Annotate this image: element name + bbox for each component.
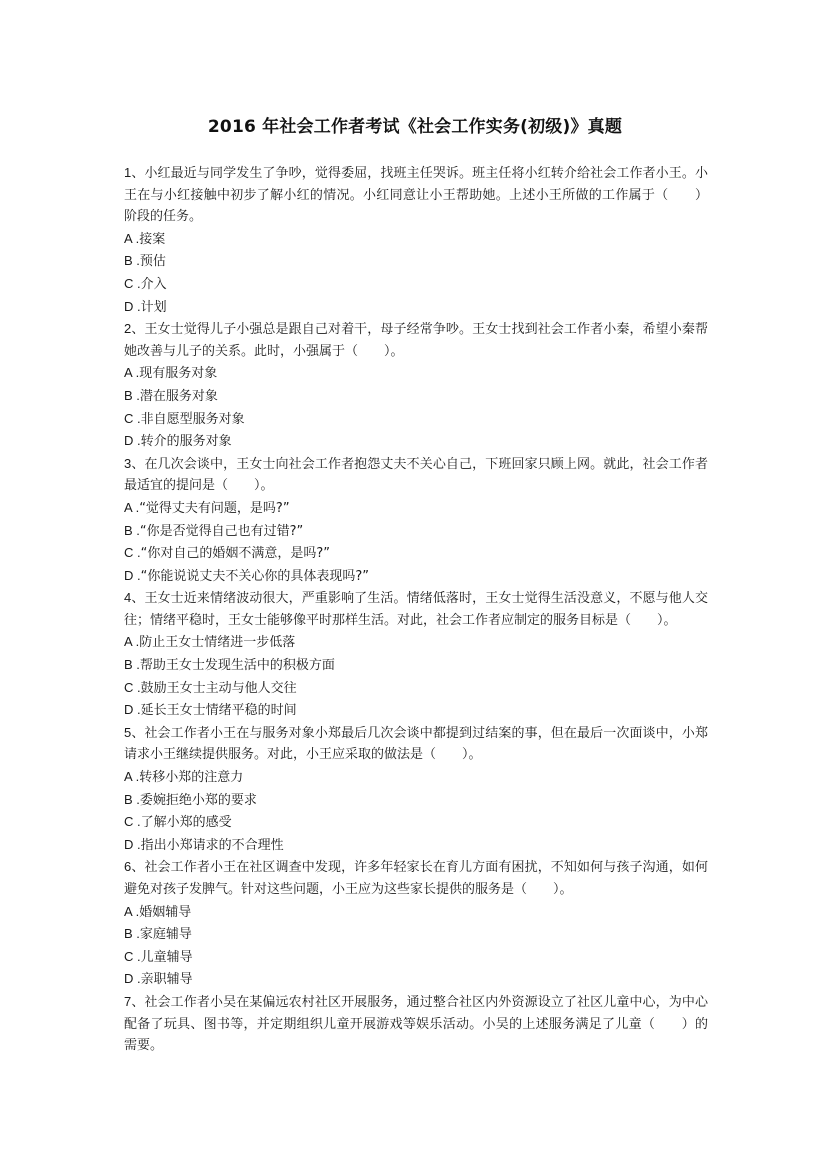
option-a: A .转移小郑的注意力 — [124, 769, 244, 786]
question-6 — [124, 856, 708, 991]
option-b: B .潜在服务对象 — [124, 387, 218, 404]
option-a: A .接案 — [124, 230, 166, 247]
question-number: 1、 — [124, 165, 145, 180]
option-d: D .“你能说说丈夫不关心你的具体表现吗?” — [124, 567, 369, 584]
option-b: B .预估 — [124, 253, 166, 270]
option-c: C .非自愿型服务对象 — [124, 410, 245, 427]
question-stem: 6、社会工作者小王在社区调查中发现，许多年轻家长在育儿方面有困扰，不知如何与孩子沟通，如何避免对孩子发脾气。针对这些问题，小王应为这些家长提供的服务是（ ）。 — [124, 859, 708, 897]
question-3 — [124, 453, 708, 588]
option-c: C .儿童辅导 — [124, 948, 193, 965]
question-number: 2、 — [124, 321, 145, 337]
option-a: A .“觉得丈夫有问题，是吗?” — [124, 499, 290, 516]
option-c: C .“你对自己的婚姻不满意，是吗?” — [124, 545, 330, 562]
question-number: 3、 — [124, 455, 145, 471]
question-stem: 7、社会工作者小吴在某偏远农村社区开展服务，通过整合社区内外资源设立了社区儿童中心，为中心配备了玩具、图书等，并定期组织儿童开展游戏等娱乐活动。小吴的上述服务满足了儿童（ ）的需要。 — [124, 993, 708, 1054]
question-stem: 2、王女士觉得儿子小强总是跟自己对着干，母子经常争吵。王女士找到社会工作者小秦，希望小秦帮她改善与儿子的关系。此时，小强属于（ ）。 — [124, 321, 708, 359]
question-2 — [124, 318, 708, 453]
question-1 — [124, 162, 708, 318]
option-c: C .介入 — [124, 275, 167, 292]
question-7 — [124, 991, 708, 1057]
question-stem: 3、在几次会谈中，王女士向社会工作者抱怨丈夫不关心自己，下班回家只顾上网。就此，社会工作者最适宜的提问是（ ）。 — [124, 455, 708, 494]
option-d: D .延长王女士情绪平稳的时间 — [124, 702, 297, 719]
question-number: 7、 — [124, 993, 145, 1009]
option-b: B .“你是否觉得自己也有过错?” — [124, 522, 304, 539]
option-c: C .了解小郑的感受 — [124, 814, 232, 831]
question-list — [124, 162, 708, 1057]
option-d: D .转介的服务对象 — [124, 433, 232, 450]
question-4 — [124, 587, 708, 722]
option-a: A .婚姻辅导 — [124, 903, 192, 920]
option-b: B .家庭辅导 — [124, 926, 192, 943]
option-b: B .帮助王女士发现生活中的积极方面 — [124, 657, 335, 674]
question-number: 5、 — [124, 724, 145, 740]
option-c: C .鼓励王女士主动与他人交往 — [124, 679, 297, 696]
option-d: D .计划 — [124, 298, 167, 315]
question-number: 4、 — [124, 590, 145, 606]
option-b: B .委婉拒绝小郑的要求 — [124, 791, 257, 808]
question-5 — [124, 722, 708, 857]
question-stem: 1、小红最近与同学发生了争吵，觉得委屈，找班主任哭诉。班主任将小红转介给社会工作者小王。小王在与小红接触中初步了解小红的情况。小红同意让小王帮助她。上述小王所做的工作属于（ ）阶段的任务。 — [124, 165, 708, 225]
question-number: 6、 — [124, 859, 145, 875]
option-a: A .现有服务对象 — [124, 365, 218, 382]
question-stem: 4、王女士近来情绪波动很大，严重影响了生活。情绪低落时，王女士觉得生活没意义，不愿与他人交往；情绪平稳时，王女士能够像平时那样生活。对此，社会工作者应制定的服务目标是（ ）。 — [124, 590, 708, 628]
option-d: D .指出小郑请求的不合理性 — [124, 836, 284, 853]
document-title: 2016 年社会工作者考试《社会工作实务(初级)》真题 — [207, 117, 623, 137]
question-stem: 5、社会工作者小王在与服务对象小郑最后几次会谈中都提到过结案的事，但在最后一次面谈中，小郑请求小王继续提供服务。对此，小王应采取的做法是（ ）。 — [124, 724, 708, 763]
option-a: A .防止王女士情绪进一步低落 — [124, 634, 296, 651]
option-d: D .亲职辅导 — [124, 971, 193, 988]
